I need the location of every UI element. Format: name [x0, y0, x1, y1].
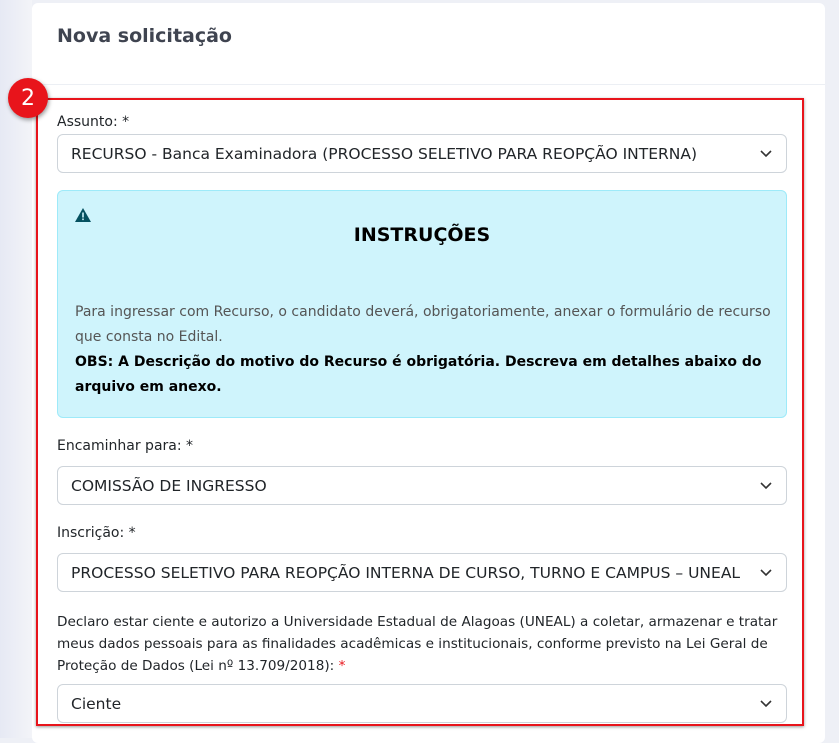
- consent-text: Declaro estar ciente e autorizo a Universidade Estadual de Alagoas (UNEAL) a coletar, armazenar e tratar meus dados pessoais para as finalidades acadêmicas e institucionais, conforme previsto na Lei Geral de Proteção de Dados (Lei nº 13.709/2018):: [57, 614, 778, 674]
- assunto-value: RECURSO - Banca Examinadora (PROCESSO SELETIVO PARA REOPÇÃO INTERNA): [71, 144, 698, 163]
- inscricao-select[interactable]: [57, 553, 787, 592]
- consent-label: [57, 611, 787, 677]
- chevron-down-icon: [760, 147, 772, 159]
- encaminhar-select[interactable]: [57, 466, 787, 505]
- chevron-down-icon: [760, 566, 772, 578]
- chevron-down-icon: [760, 479, 772, 491]
- alert-text: Para ingressar com Recurso, o candidato deverá, obrigatoriamente, anexar o formulário de recurso que consta no Edital.: [75, 304, 771, 345]
- consent-value: Ciente: [71, 694, 122, 713]
- consent-select[interactable]: [57, 684, 787, 723]
- alert-obs: OBS: A Descrição do motivo do Recurso é obrigatória. Descreva em detalhes abaixo do arquivo em anexo.: [75, 354, 762, 395]
- assunto-select[interactable]: [57, 134, 787, 173]
- page-title: Nova solicitação: [57, 25, 232, 47]
- instructions-alert: [57, 190, 787, 418]
- assunto-label: Assunto: *: [57, 114, 130, 130]
- encaminhar-label: Encaminhar para: *: [57, 438, 194, 454]
- chevron-down-icon: [760, 697, 772, 709]
- alert-title: INSTRUÇÕES: [353, 224, 491, 246]
- warning-icon: [75, 208, 91, 222]
- step-badge: 2: [8, 78, 48, 118]
- encaminhar-value: COMISSÃO DE INGRESSO: [71, 476, 267, 495]
- inscricao-label: Inscrição: *: [57, 525, 136, 541]
- required-marker: *: [338, 658, 346, 674]
- card-header: [32, 3, 825, 85]
- inscricao-value: PROCESSO SELETIVO PARA REOPÇÃO INTERNA DE CURSO, TURNO E CAMPUS – UNEAL: [71, 563, 741, 582]
